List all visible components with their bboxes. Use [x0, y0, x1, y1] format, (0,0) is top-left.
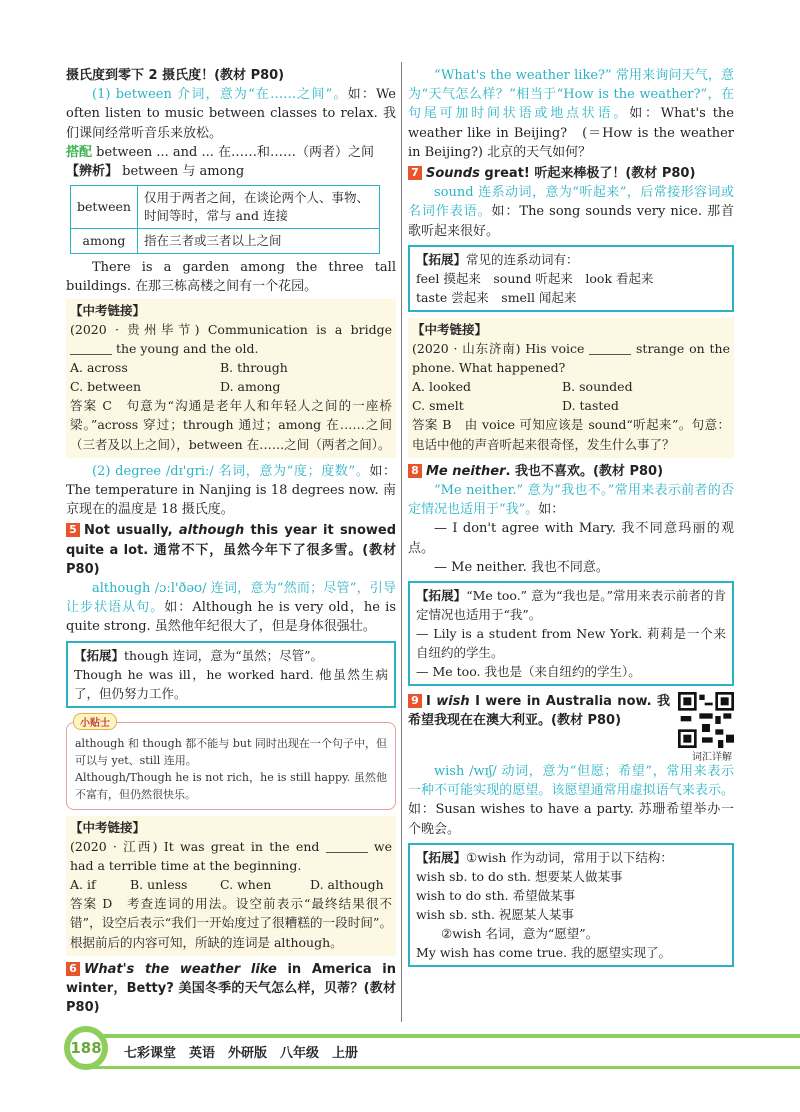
between-explanation: (1) between 介词，意为“在……之间”。如：We often listen to music between classes to relax. 我们课间经常听音乐来放松。 [66, 87, 396, 141]
extension-line: My wish has come true. 我的愿望实现了。 [416, 944, 672, 960]
extension-line: — Lily is a student from New York. 莉莉是一个来自纽约的学生。 [416, 626, 726, 661]
option: B. through [220, 360, 288, 376]
answer-blank [326, 840, 368, 853]
exam-question: (2020 · 贵州毕节) Communication is a bridge the young and the old. [70, 321, 392, 357]
extension-box [66, 641, 396, 708]
option: C. between [70, 379, 142, 395]
section-8-heading: 8 Me neither. 我也不喜欢。(教材 P80) [408, 462, 734, 481]
example-sentence: There is a garden among the three tall buildings. 在那三栋高楼之间有一个花园。 [66, 260, 396, 295]
qr-caption: 词汇详解 [692, 752, 732, 764]
me-neither-explanation: “Me neither.” 意为“我也不。”常用来表示前者的否定情况也适用于“我”。如： [408, 483, 734, 518]
option: A. across [70, 360, 128, 376]
options-row [412, 377, 730, 396]
extension-line: wish sb. sth. 祝愿某人某事 [416, 906, 574, 922]
tip-line: although 和 though 都不能与 but 同时出现在一个句子中，但可以与 yet、still 连用。 [75, 736, 387, 767]
options-row [70, 358, 392, 377]
section-number: 6 [66, 962, 80, 976]
footer-rule [90, 1034, 800, 1038]
extension-box [408, 843, 734, 967]
extension-line: 【拓展】though 连词，意为“虽然；尽管”。 [74, 647, 323, 663]
option: D. among [220, 379, 281, 395]
wish-explanation: wish /wɪʃ/ 动词，意为“但愿；希望”，常用来表示一种不可能实现的愿望。该愿望通常用虚拟语气来表示。如：Susan wishes to have a party. 苏珊希望举办一个晚会。 [408, 764, 734, 837]
table-row [71, 186, 380, 229]
section-5-heading: 5 Not usually, although this year it snowed quite a lot. 通常不下，虽然今年下了很多雪。(教材 P80) [66, 523, 397, 577]
option: B. unless [130, 877, 188, 893]
tip-box [66, 717, 396, 810]
page-number: 188 [69, 1031, 103, 1065]
although-explanation: although /ɔːl'ðəʊ/ 连词，意为“然而；尽管”，引导让步状语从句。如：Although he is very old，he is quite strong. 虽然他年纪很大了，但是身体很强壮。 [66, 581, 396, 635]
answer-explanation: 答案 B 由 voice 可知应该是 sound“听起来”。句意：电话中他的声音听起来很奇怪，发生什么事了？ [412, 417, 730, 452]
answer-blank [70, 342, 112, 355]
qr-code-icon[interactable] [678, 692, 734, 748]
right-column [408, 66, 734, 973]
footer-rule [90, 1066, 800, 1069]
option: A. looked [412, 379, 471, 395]
exam-link-tag: 【中考链接】 [70, 302, 146, 318]
continued-heading: 摄氏度到零下 2 摄氏度！(教材 P80) [66, 68, 285, 83]
table-cell-desc: 指在三者或三者以上之间 [138, 229, 380, 254]
exam-link-box [408, 318, 734, 458]
sound-explanation: sound 连系动词，意为“听起来”，后常接形容词或名词作表语。如：The song sounds very nice. 那首歌听起来很好。 [408, 185, 734, 239]
exam-question: (2020 · 江西) It was great in the end we had a terrible time at the beginning. [70, 838, 392, 874]
table-cell-term: between [71, 186, 138, 229]
table-cell-term: among [71, 229, 138, 254]
option: C. when [220, 877, 272, 893]
left-column [66, 66, 396, 1018]
comparison-table [70, 185, 380, 254]
answer-explanation: 答案 D 考查连词的用法。设空前表示“最终结果很不错”，设空后表示“我们一开始度过了很糟糕的一段时间”。根据前后的内容可知，所缺的连词是 although。 [70, 896, 392, 950]
section-7-heading: 7 Sounds great! 听起来棒极了！(教材 P80) [408, 164, 734, 183]
option: A. if [70, 877, 96, 893]
dialogue-line: — Me neither. 我也不同意。 [434, 559, 609, 575]
exam-link-box [66, 816, 396, 956]
tip-line: Although/Though he is not rich，he is still happy. 虽然他不富有，但仍然很快乐。 [75, 770, 387, 801]
extension-line: 【拓展】“Me too.” 意为“我也是。”常用来表示前者的肯定情况也适用于“我”。 [416, 588, 726, 623]
extension-line: taste 尝起来 smell 闻起来 [416, 289, 577, 305]
collocation-line: 搭配 between ... and ... 在……和……（两者）之间 [66, 144, 375, 160]
weather-explanation: “What's the weather like?” 常用来询问天气，意为“天气怎么样？”相当于“How is the weather?”，在句尾可加时间状语或地点状语。如：What's the weather like in Beijing? (＝How is the weather in Beijing?) 北京的天气如何？ [408, 68, 734, 160]
book-title: 七彩课堂 英语 外研版 八年级 上册 [124, 1046, 359, 1061]
options-row [412, 396, 730, 415]
options-row [70, 377, 392, 396]
extension-line: Though he was ill，he worked hard. 他虽然生病了，但仍努力工作。 [74, 666, 388, 701]
table-cell-desc: 仅用于两者之间，在谈论两个人、事物、时间等时，常与 and 连接 [138, 186, 380, 229]
page-footer [0, 1022, 800, 1112]
section-number: 7 [408, 166, 422, 180]
dialogue-line: — I don't agree with Mary. 我不同意玛丽的观点。 [408, 521, 734, 556]
answer-explanation: 答案 C 句意为“沟通是老年人和年轻人之间的一座桥梁。”across 穿过；through 通过；among 在……之间（三者及以上之间），between 在……之间（两者之间）。 [70, 398, 392, 452]
extension-line: wish to do sth. 希望做某事 [416, 887, 576, 903]
analysis-line: 【辨析】 between 与 among [66, 164, 245, 180]
extension-box [408, 581, 734, 686]
table-row [71, 229, 380, 254]
extension-line: wish sb. to do sth. 想要某人做某事 [416, 868, 623, 884]
exam-link-tag: 【中考链接】 [412, 321, 488, 337]
section-6-heading: 6 What's the weather like in America in winter，Betty? 美国冬季的天气怎么样，贝蒂？(教材 P80) [66, 961, 396, 1016]
option: D. tasted [562, 398, 619, 414]
exam-link-tag: 【中考链接】 [70, 819, 146, 835]
section-number: 5 [66, 523, 80, 537]
extension-line: 【拓展】常见的连系动词有： [416, 251, 579, 267]
extension-line: ②wish 名词，意为“愿望”。 [441, 925, 599, 941]
option: D. although [310, 877, 384, 893]
extension-line: 【拓展】①wish 作为动词，常用于以下结构： [416, 849, 673, 865]
section-9-heading: 9 I wish I were in Australia now. 我希望我现在在澳大利亚。(教材 P80) [408, 694, 670, 729]
option: C. smelt [412, 398, 464, 414]
extension-line: — Me too. 我也是（来自纽约的学生）。 [416, 664, 641, 680]
exam-link-box [66, 299, 396, 458]
options-row [70, 875, 392, 894]
degree-explanation: (2) degree /dɪ'ɡriː/ 名词，意为“度；度数”。如：The temperature in Nanjing is 18 degrees now. 南京现在的温度是 18 摄氏度。 [66, 463, 396, 518]
exam-question: (2020 · 山东济南) His voice strange on the phone. What happened? [412, 341, 730, 376]
extension-line: feel 摸起来 sound 听起来 look 看起来 [416, 270, 654, 286]
section-number: 8 [408, 464, 422, 478]
section-number: 9 [408, 694, 422, 708]
answer-blank [589, 342, 631, 355]
extension-box [408, 245, 734, 312]
column-divider [401, 62, 402, 1022]
option: B. sounded [562, 379, 633, 395]
tip-label: 小贴士 [73, 713, 117, 730]
section-9-block [408, 692, 734, 762]
